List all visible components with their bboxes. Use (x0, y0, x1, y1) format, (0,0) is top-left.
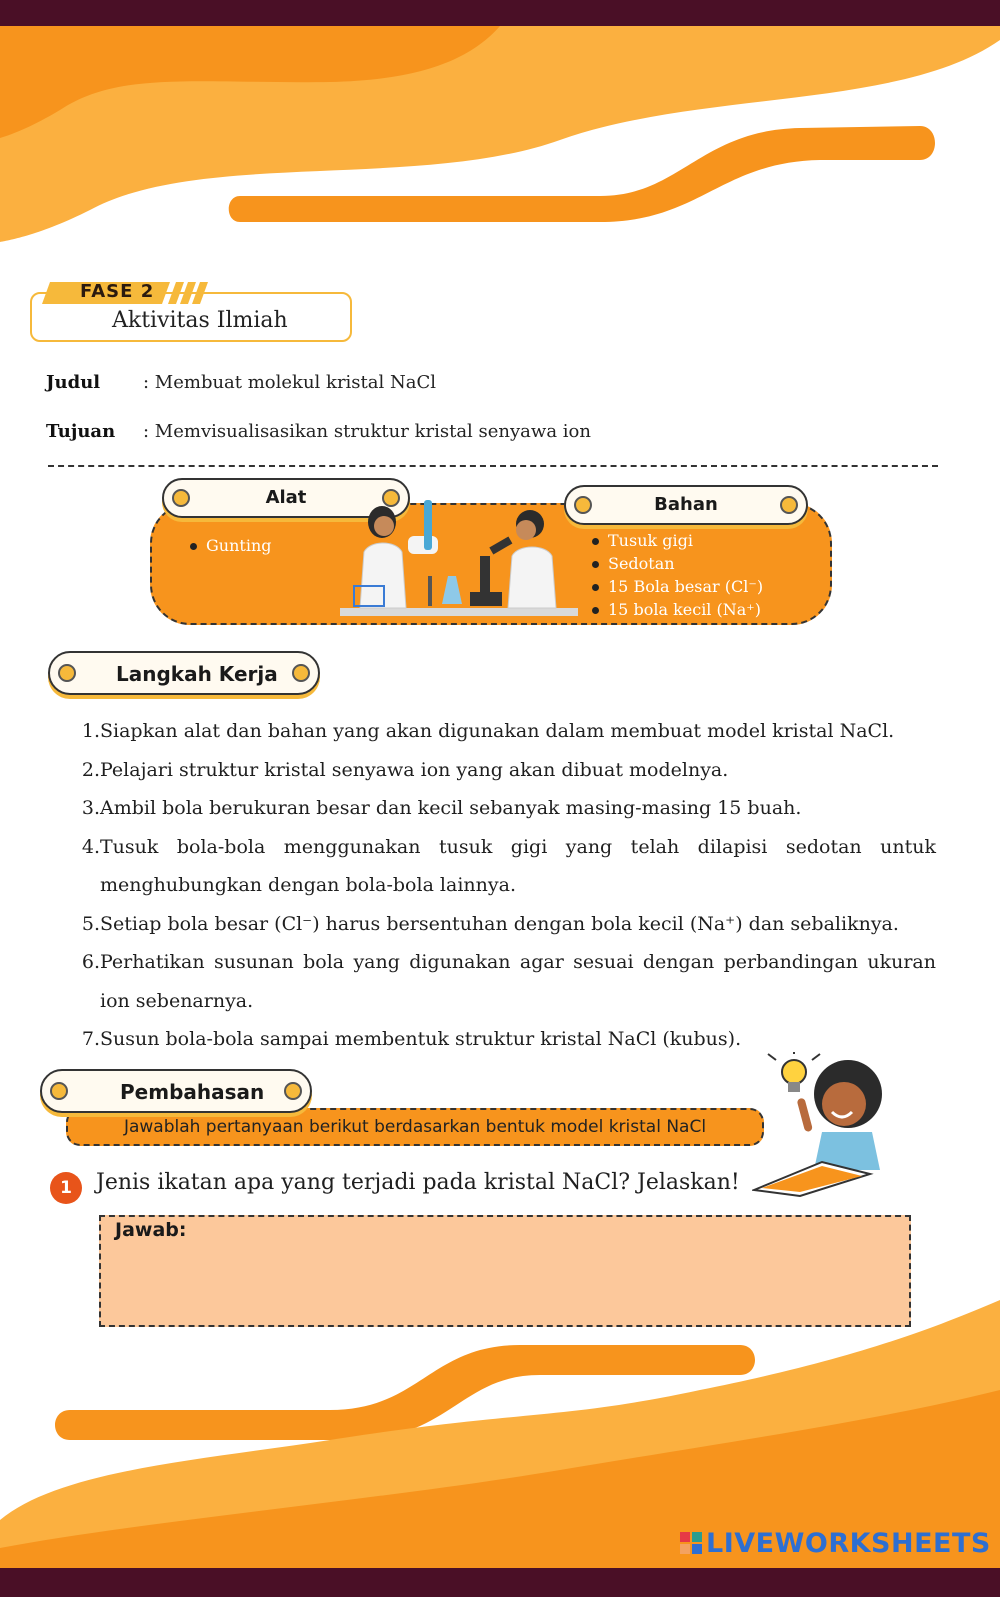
dot-icon (50, 1082, 68, 1100)
bottom-dark-bar (0, 1568, 1000, 1597)
answer-label: Jawab: (115, 1219, 187, 1241)
bahan-item: 15 Bola besar (Cl⁻) (592, 577, 763, 596)
question-text: Jenis ikatan apa yang terjadi pada kristal NaCl? Jelaskan! (96, 1170, 740, 1195)
step-item: 5. Setiap bola besar (Cl⁻) harus bersentuhan dengan bola kecil (Na⁺) dan sebaliknya. (81, 912, 899, 935)
bahan-item: Tusuk gigi (592, 531, 693, 550)
bullet-icon (592, 584, 599, 591)
langkah-header (48, 651, 320, 695)
pembahasan-title: Pembahasan (120, 1080, 265, 1104)
alat-title: Alat (265, 487, 307, 508)
steps-list (78, 712, 936, 1059)
alat-item: Gunting (190, 536, 271, 555)
answer-input[interactable] (115, 1249, 899, 1323)
scientists-illustration (340, 496, 580, 620)
bullet-icon (190, 543, 197, 550)
step-item: 6. Perhatikan susunan bola yang digunakan agar sesuai dengan perbandingan ukuran ion sebenarnya. (81, 951, 936, 1012)
liveworksheets-brand[interactable]: LIVEWORKSHEETS (706, 1528, 991, 1559)
phase-label: FASE 2 (80, 281, 155, 302)
step-item: 7. Susun bola-bola sampai membentuk struktur kristal NaCl (kubus). (81, 1028, 742, 1050)
question-number-badge: 1 (50, 1172, 82, 1204)
dot-icon (284, 1082, 302, 1100)
step-item: 1. Siapkan alat dan bahan yang akan digunakan dalam membuat model kristal NaCl. (81, 720, 895, 742)
bullet-icon (592, 607, 599, 614)
bahan-title: Bahan (654, 494, 718, 515)
student-idea-illustration (752, 1052, 902, 1197)
step-item: 3. Ambil bola berukuran besar dan kecil sebanyak masing-masing 15 buah. (81, 797, 802, 819)
tujuan-value: : Memvisualisasikan struktur kristal senyawa ion (143, 421, 591, 442)
instruction-text: Jawablah pertanyaan berikut berdasarkan bentuk model kristal NaCl (123, 1117, 707, 1137)
pembahasan-header (40, 1069, 312, 1113)
instruction-banner (66, 1108, 764, 1146)
answer-box (99, 1215, 911, 1327)
liveworksheets-logo-icon (680, 1532, 702, 1554)
langkah-title: Langkah Kerja (116, 662, 278, 686)
tujuan-label: Tujuan (46, 421, 116, 442)
section-title: Aktivitas Ilmiah (112, 308, 288, 333)
bullet-icon (592, 538, 599, 545)
judul-value: : Membuat molekul kristal NaCl (143, 372, 436, 393)
divider (48, 465, 938, 467)
bullet-icon (592, 561, 599, 568)
bahan-header (564, 485, 808, 525)
bahan-item: 15 bola kecil (Na⁺) (592, 600, 761, 619)
dot-icon (292, 664, 310, 682)
dot-icon (58, 664, 76, 682)
step-item: 2. Pelajari struktur kristal senyawa ion yang akan dibuat modelnya. (81, 758, 729, 781)
bahan-item: Sedotan (592, 554, 675, 573)
step-item: 4. Tusuk bola-bola menggunakan tusuk gigi yang telah dilapisi sedotan untuk menghubungkan dengan bola-bola lainnya. (81, 835, 936, 896)
dot-icon (780, 496, 798, 514)
judul-label: Judul (46, 372, 101, 393)
